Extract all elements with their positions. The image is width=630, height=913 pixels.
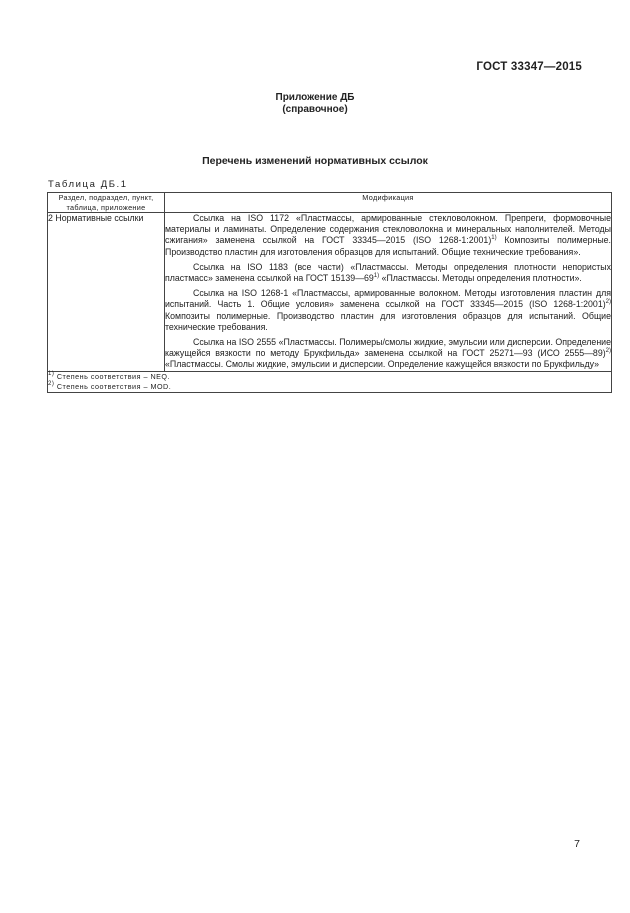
footnote-2 bbox=[48, 382, 611, 392]
list-title: Перечень изменений нормативных ссылок bbox=[202, 155, 428, 167]
footnote-text: Степень соответствия – NEQ. bbox=[54, 371, 171, 381]
annex-subtitle: (справочное) bbox=[282, 104, 348, 115]
footnote-text: Степень соответствия – MOD. bbox=[54, 381, 172, 391]
modification-cell bbox=[165, 213, 612, 372]
column-header-section-line2: таблица, приложение bbox=[66, 202, 146, 212]
footnote-mark: 1) bbox=[48, 370, 55, 377]
paragraph-text: Ссылка на ISO 2555 «Пластмассы. Полимеры/смолы жидкие, эмульсии или дисперсии. Определение кажущейся вязкости по методу Брукфильда» заменена ссылкой на ГОСТ 25271—93 (ИСО 2555—89) bbox=[165, 337, 611, 359]
table-caption: Таблица ДБ.1 bbox=[48, 179, 128, 190]
footnote-ref: 2) bbox=[605, 299, 611, 306]
paragraph-text: Ссылка на ISO 1268-1 «Пластмассы, армированные волокном. Методы изготовления пластин для испытаний. Часть 1. Общие условия» заменена ссылкой на ГОСТ 33345—2015 (ISO 1268-1:2001) bbox=[165, 288, 611, 310]
paragraph-text: Ссылка на ISO 1183 (все части) «Пластмассы. Методы определения плотности непористых пластмасс» заменена ссылкой на ГОСТ 15139—69 bbox=[165, 261, 611, 284]
paragraph-text: Ссылка на ISO 1172 «Пластмассы, армированные стекловолокном. Препреги, формовочные материалы и ламинаты. Определение содержания стекловолокна и минеральных наполнителей. Методы сжигания» заменена ссылкой на ГОСТ 33345—2015 (ISO 1268-1:2001) bbox=[165, 213, 611, 246]
annex-heading bbox=[0, 92, 630, 116]
footnote-ref: 1) bbox=[373, 273, 380, 280]
footnote-1 bbox=[48, 372, 611, 382]
document-code: ГОСТ 33347—2015 bbox=[476, 61, 582, 73]
footnotes-row bbox=[48, 371, 612, 392]
table-header-row bbox=[48, 193, 612, 213]
paragraph-text: «Пластмассы. Методы определения плотности». bbox=[379, 273, 582, 284]
column-header-section-line1: Раздел, подраздел, пункт, bbox=[58, 193, 154, 202]
column-header-modification: Модификация bbox=[165, 193, 612, 213]
page-number: 7 bbox=[574, 838, 580, 850]
paragraph-text: Композиты полимерные. Производство пластин для изготовления образцов для испытаний. Общие технические требования. bbox=[165, 310, 611, 332]
section-cell: 2 Нормативные ссылки bbox=[48, 213, 165, 372]
paragraph-text: «Пластмассы. Смолы жидкие, эмульсии и дисперсии. Определение кажущейся вязкости по Брукфильду» bbox=[165, 359, 600, 370]
table-row bbox=[48, 213, 612, 372]
changes-table bbox=[47, 192, 612, 393]
annex-title: Приложение ДБ bbox=[275, 92, 355, 103]
column-header-section bbox=[48, 193, 165, 213]
modification-paragraph-iso-1172 bbox=[165, 213, 611, 258]
modification-paragraph-iso-1268-1 bbox=[165, 288, 611, 333]
footnote-ref: 2) bbox=[605, 348, 611, 355]
paragraph-text: Композиты полимерные. Производство пластин для изготовления образцов для испытаний. Общие технические требования». bbox=[165, 235, 612, 257]
modification-paragraph-iso-2555 bbox=[165, 337, 611, 371]
footnote-mark: 2) bbox=[48, 380, 55, 387]
footnotes-cell bbox=[48, 371, 612, 392]
footnote-ref: 1) bbox=[491, 235, 497, 242]
modification-paragraph-iso-1183 bbox=[165, 262, 611, 284]
